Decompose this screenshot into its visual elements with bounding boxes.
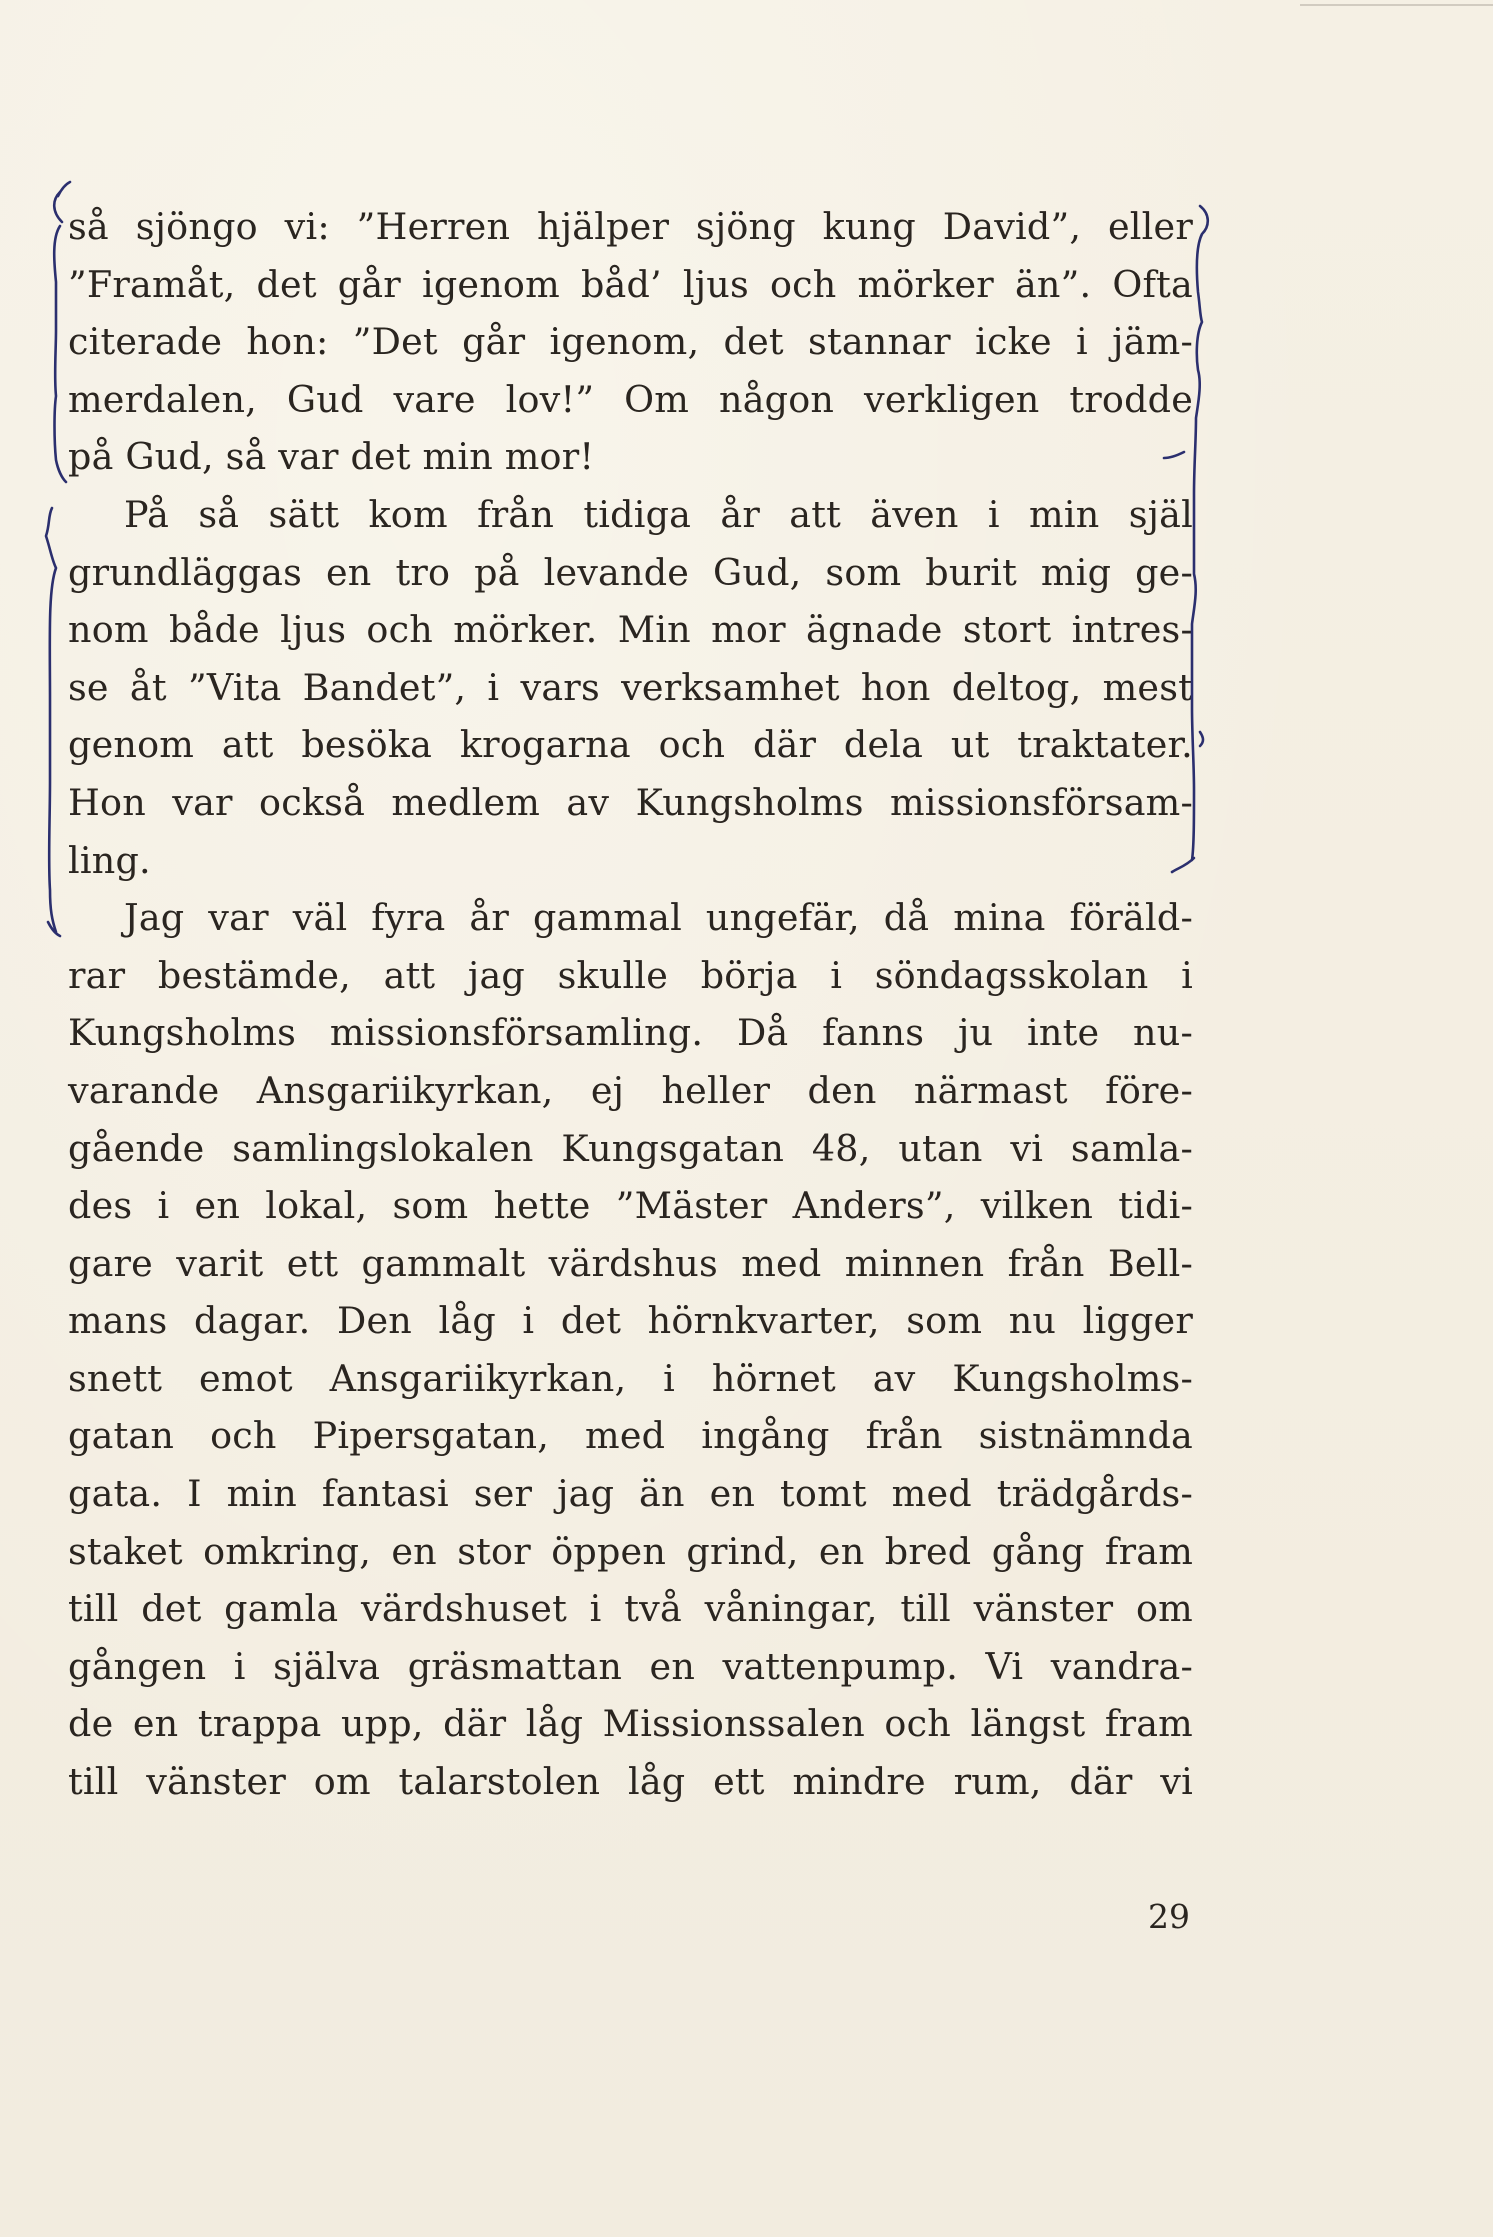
text-line: gare varit ett gammalt värdshus med minnen från Bell- (68, 1241, 1193, 1285)
text-line: Jag var väl fyra år gammal ungefär, då mina föräld- (124, 896, 1193, 940)
text-line: ”Framåt, det går igenom båd’ ljus och mörker än”. Ofta (68, 262, 1193, 306)
text-line: till det gamla värdshuset i två våningar, till vänster om (68, 1587, 1193, 1631)
text-line: se åt ”Vita Bandet”, i vars verksamhet hon deltog, mest (68, 665, 1193, 709)
text-line: nom både ljus och mörker. Min mor ägnade stort intres- (68, 608, 1193, 652)
text-line: des i en lokal, som hette ”Mäster Anders”, vilken tidi- (68, 1184, 1193, 1228)
text-line: rar bestämde, att jag skulle börja i söndagsskolan i (68, 953, 1193, 997)
text-line: ling. (68, 838, 151, 882)
text-line: snett emot Ansgariikyrkan, i hörnet av Kungsholms- (68, 1356, 1193, 1400)
start-mark (58, 182, 70, 196)
text-line: grundläggas en tro på levande Gud, som burit mig ge- (68, 550, 1193, 594)
text-line: så sjöngo vi: ”Herren hjälper sjöng kung David”, eller (68, 205, 1193, 248)
text-line: mans dagar. Den låg i det hörnkvarter, som nu ligger (68, 1299, 1193, 1343)
left-bracket-bottom (46, 508, 56, 932)
text-line: varande Ansgariikyrkan, ej heller den närmast före- (68, 1068, 1193, 1112)
text-line: Hon var också medlem av Kungsholms missionsförsam- (68, 780, 1193, 824)
text-line: de en trappa upp, där låg Missionssalen och längst fram (68, 1702, 1193, 1746)
margin-tick (1200, 732, 1203, 746)
page-number: 29 (1148, 1897, 1190, 1936)
text-line: merdalen, Gud vare lov!” Om någon verkligen trodde (68, 377, 1193, 421)
text-line: till vänster om talarstolen låg ett mindre rum, där vi (68, 1760, 1193, 1804)
text-line: På så sätt kom från tidiga år att även i min själ (124, 492, 1193, 536)
text-line: gatan och Pipersgatan, med ingång från sistnämnda (68, 1414, 1193, 1458)
end-hook (48, 922, 60, 936)
text-line: gången i själva gräsmattan en vattenpump. Vi vandra- (68, 1644, 1193, 1688)
text-line: citerade hon: ”Det går igenom, det stannar icke i jäm- (68, 320, 1193, 364)
text-line: på Gud, så var det min mor! (68, 435, 595, 479)
right-bracket (1192, 206, 1208, 860)
text-line: gata. I min fantasi ser jag än en tomt med trädgårds- (68, 1472, 1193, 1516)
text-line: genom att besöka krogarna och där dela ut traktater. (68, 723, 1193, 767)
page-edge-line (1300, 4, 1493, 6)
left-bracket-top (54, 192, 66, 482)
text-line: Kungsholms missionsförsamling. Då fanns ju inte nu- (68, 1011, 1193, 1055)
body-text (68, 198, 1193, 1811)
text-line: gående samlingslokalen Kungsgatan 48, utan vi samla- (68, 1126, 1193, 1170)
text-line: staket omkring, en stor öppen grind, en bred gång fram (68, 1529, 1193, 1573)
